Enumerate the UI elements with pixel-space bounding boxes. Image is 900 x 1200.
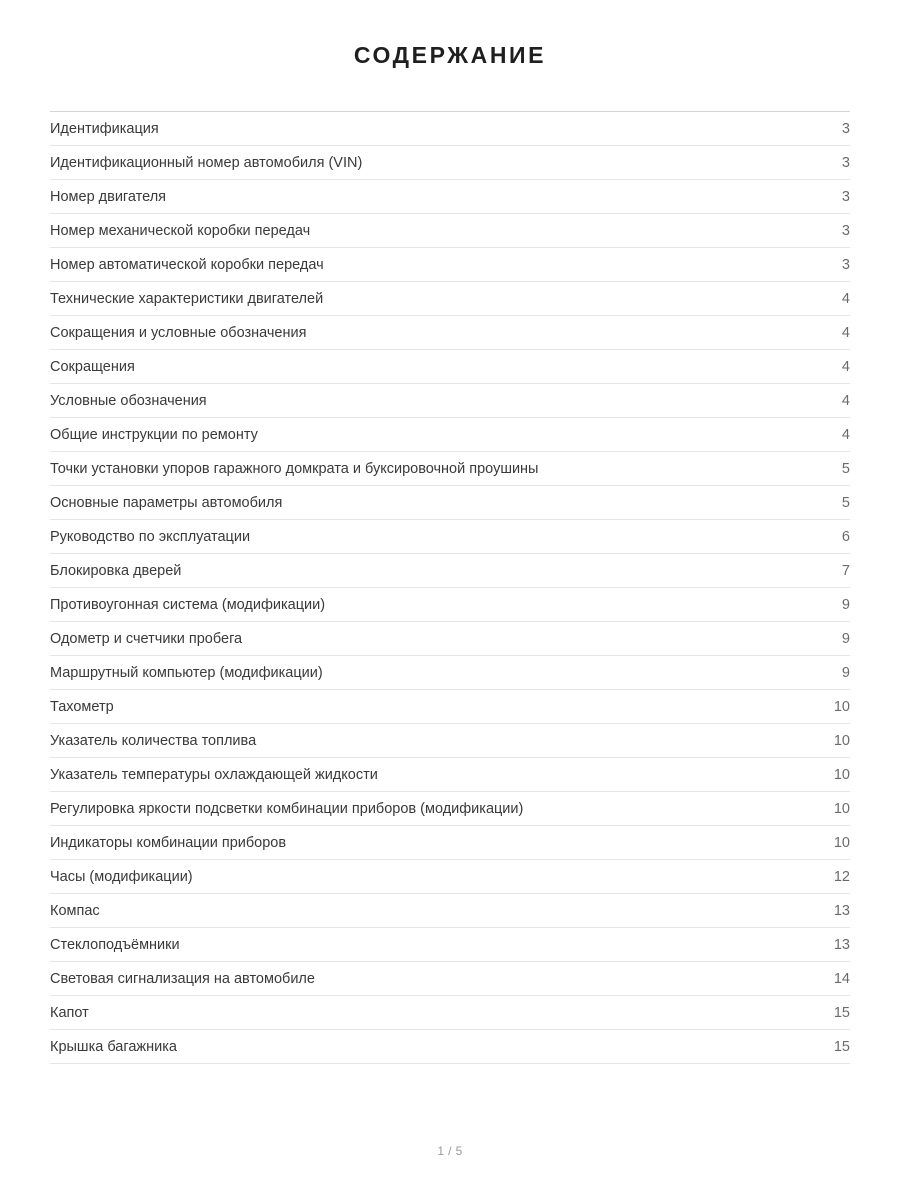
toc-entry-label: Сокращения и условные обозначения (50, 325, 307, 341)
toc-entry-label: Номер автоматической коробки передач (50, 257, 324, 273)
toc-entry[interactable] (50, 792, 850, 826)
toc-entry[interactable] (50, 180, 850, 214)
toc-entry[interactable] (50, 894, 850, 928)
toc-entry-page: 12 (833, 869, 850, 885)
toc-entry-label: Номер механической коробки передач (50, 223, 311, 239)
toc-entry[interactable] (50, 350, 850, 384)
toc-entry-page: 9 (841, 597, 850, 613)
toc-entry-page: 4 (841, 325, 850, 341)
toc-entry[interactable] (50, 758, 850, 792)
toc-entry-page: 13 (833, 937, 850, 953)
toc-entry-label: Условные обозначения (50, 393, 207, 409)
toc-entry-label: Часы (модификации) (50, 869, 193, 885)
toc-entry-label: Блокировка дверей (50, 563, 182, 579)
toc-entry-page: 4 (841, 359, 850, 375)
toc-entry-page: 3 (841, 155, 850, 171)
toc-entry-label: Указатель количества топлива (50, 733, 257, 749)
toc-entry[interactable] (50, 418, 850, 452)
toc-entry-page: 14 (833, 971, 850, 987)
toc-entry-label: Маршрутный компьютер (модификации) (50, 665, 323, 681)
toc-entry-label: Номер двигателя (50, 189, 167, 205)
toc-entry[interactable] (50, 826, 850, 860)
toc-entry-page: 10 (833, 801, 850, 817)
page-title: СОДЕРЖАНИЕ (353, 42, 547, 68)
toc-entry[interactable] (50, 656, 850, 690)
toc-entry-page: 3 (841, 121, 850, 137)
toc-entry-label: Крышка багажника (50, 1039, 177, 1055)
toc-entry-label: Световая сигнализация на автомобиле (50, 971, 315, 987)
toc-entry[interactable] (50, 452, 850, 486)
toc-entry[interactable] (50, 724, 850, 758)
toc-entry-page: 13 (833, 903, 850, 919)
toc-entry-page: 3 (841, 223, 850, 239)
toc-entry[interactable] (50, 588, 850, 622)
toc-entry-label: Точки установки упоров гаражного домкрата и буксировочной проушины (50, 461, 539, 477)
toc-entry[interactable] (50, 1030, 850, 1064)
toc-entry-page: 10 (833, 767, 850, 783)
toc-entry-page: 4 (841, 291, 850, 307)
toc-entry-page: 4 (841, 393, 850, 409)
toc-entry-page: 15 (833, 1005, 850, 1021)
toc-entry-page: 5 (841, 495, 850, 511)
toc-entry-label: Тахометр (50, 699, 114, 715)
toc-entry-page: 15 (833, 1039, 850, 1055)
toc-entry-page: 10 (833, 699, 850, 715)
toc-entry[interactable] (50, 962, 850, 996)
toc-entry-label: Компас (50, 903, 100, 919)
toc-entry-page: 3 (841, 189, 850, 205)
toc-entry-label: Общие инструкции по ремонту (50, 427, 258, 443)
toc-entry-label: Противоугонная система (модификации) (50, 597, 326, 613)
toc-entry[interactable] (50, 486, 850, 520)
page-footer: 1 / 5 (437, 1144, 463, 1158)
toc-entry[interactable] (50, 214, 850, 248)
toc-entry[interactable] (50, 690, 850, 724)
toc-entry[interactable] (50, 520, 850, 554)
toc-entry[interactable] (50, 112, 850, 146)
toc-entry-label: Технические характеристики двигателей (50, 291, 324, 307)
toc-entry-page: 9 (841, 631, 850, 647)
toc-entry-page: 9 (841, 665, 850, 681)
toc-entry-label: Идентификация (50, 121, 159, 137)
toc-entry[interactable] (50, 622, 850, 656)
toc-entry-label: Сокращения (50, 359, 135, 375)
toc-entry-label: Одометр и счетчики пробега (50, 631, 243, 647)
toc-entry[interactable] (50, 248, 850, 282)
toc-entry-label: Регулировка яркости подсветки комбинации приборов (модификации) (50, 801, 524, 817)
toc-entry-label: Основные параметры автомобиля (50, 495, 283, 511)
toc-entry[interactable] (50, 282, 850, 316)
toc-entry-label: Капот (50, 1005, 89, 1021)
toc-entry-page: 7 (841, 563, 850, 579)
toc-entry-label: Идентификационный номер автомобиля (VIN) (50, 155, 363, 171)
toc-entry-page: 3 (841, 257, 850, 273)
toc-entry[interactable] (50, 384, 850, 418)
toc-entry[interactable] (50, 316, 850, 350)
toc-entry-label: Указатель температуры охлаждающей жидкости (50, 767, 378, 783)
toc-entry-page: 10 (833, 835, 850, 851)
toc-entry-page: 10 (833, 733, 850, 749)
toc-entry-label: Индикаторы комбинации приборов (50, 835, 287, 851)
toc-entry-page: 4 (841, 427, 850, 443)
toc-entry[interactable] (50, 928, 850, 962)
toc-entry-page: 5 (841, 461, 850, 477)
toc-entry-page: 6 (841, 529, 850, 545)
toc-entry[interactable] (50, 860, 850, 894)
toc-entry[interactable] (50, 146, 850, 180)
toc-entry[interactable] (50, 554, 850, 588)
toc-entry-label: Стеклоподъёмники (50, 937, 180, 953)
toc-entry-label: Руководство по эксплуатации (50, 529, 251, 545)
toc-entry[interactable] (50, 996, 850, 1030)
table-of-contents (50, 112, 850, 1064)
